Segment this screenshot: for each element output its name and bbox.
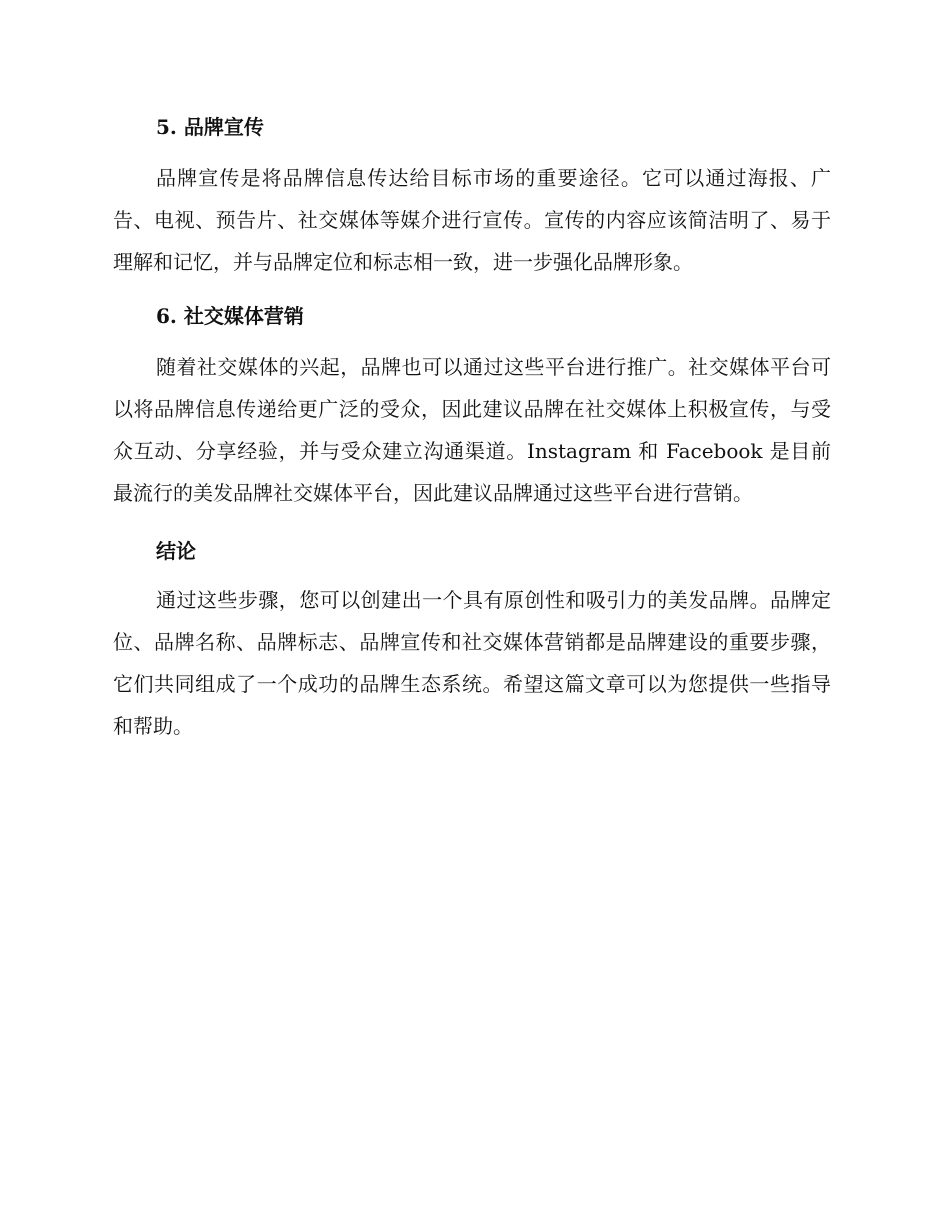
section-heading-brand-promotion: 5. 品牌宣传 [156,115,264,139]
section-paragraph-brand-promotion: 品牌宣传是将品牌信息传达给目标市场的重要途径。它可以通过海报、广告、电视、预告片、社交媒体等媒介进行宣传。宣传的内容应该简洁明了、易于理解和记忆，并与品牌定位和标志相一致，进一步强化品牌形象。 [113,166,831,274]
section-paragraph-conclusion: 通过这些步骤，您可以创建出一个具有原创性和吸引力的美发品牌。品牌定位、品牌名称、品牌标志、品牌宣传和社交媒体营销都是品牌建设的重要步骤，它们共同组成了一个成功的品牌生态系统。希望这篇文章可以为您提供一些指导和帮助。 [113,588,831,738]
section-heading-social-media-marketing: 6. 社交媒体营销 [156,304,304,328]
document-body [113,108,831,747]
section-paragraph-social-media-marketing: 随着社交媒体的兴起，品牌也可以通过这些平台进行推广。社交媒体平台可以将品牌信息传递给更广泛的受众，因此建议品牌在社交媒体上积极宣传，与受众互动、分享经验，并与受众建立沟通渠道。Instagram 和 Facebook 是目前最流行的美发品牌社交媒体平台，因此建议品牌通过这些平台进行营销。 [113,355,831,505]
section-heading-conclusion: 结论 [156,539,196,563]
